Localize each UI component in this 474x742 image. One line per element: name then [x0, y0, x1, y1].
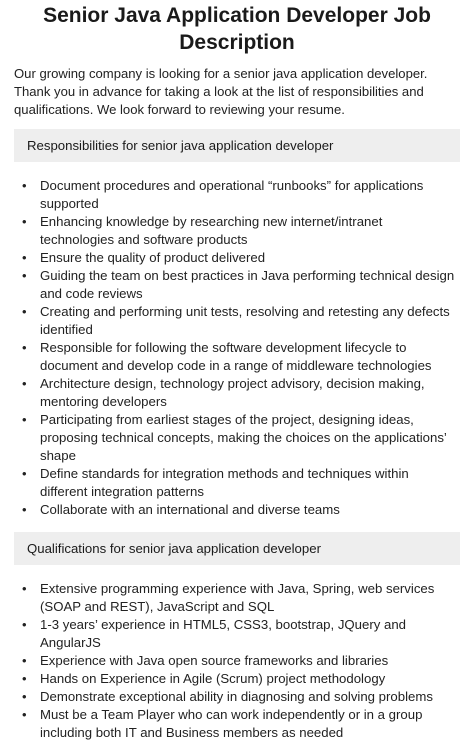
qualifications-heading-label: Qualifications for senior java application developer [27, 541, 321, 556]
page-title: Senior Java Application Developer Job Description [43, 4, 431, 54]
bullet-icon: • [22, 502, 27, 517]
bullet-icon: • [22, 707, 27, 722]
list-item: • Document procedures and operational “runbooks” for applications supported [22, 178, 424, 211]
list-item: • Creating and performing unit tests, resolving and retesting any defects identified [22, 304, 450, 337]
list-item: • Participating from earliest stages of the project, designing ideas, proposing technical concepts, making the choices on the applications’ shape [22, 412, 447, 463]
list-item: • Extensive programming experience with Java, Spring, web services (SOAP and REST), JavaScript and SQL [22, 581, 435, 614]
list-item: • Ensure the quality of product delivered [22, 250, 266, 265]
bullet-icon: • [22, 412, 27, 427]
list-item: • Must be a Team Player who can work independently or in a group including both IT and Business members as needed [22, 707, 423, 740]
bullet-icon: • [22, 671, 27, 686]
list-item: • Define standards for integration methods and techniques within different integration patterns [22, 466, 409, 499]
bullet-icon: • [22, 376, 27, 391]
bullet-icon: • [22, 689, 27, 704]
list-item: • Collaborate with an international and diverse teams [22, 502, 340, 517]
bullet-icon: • [22, 214, 27, 229]
bullet-icon: • [22, 617, 27, 632]
bullet-icon: • [22, 581, 27, 596]
responsibilities-heading-label: Responsibilities for senior java application developer [27, 138, 334, 153]
responsibilities-heading [14, 129, 460, 162]
list-item: • Architecture design, technology project advisory, decision making, mentoring developers [22, 376, 425, 409]
list-item: • Experience with Java open source frameworks and libraries [22, 653, 389, 668]
list-item: • Demonstrate exceptional ability in diagnosing and solving problems [22, 689, 433, 704]
bullet-icon: • [22, 340, 27, 355]
bullet-icon: • [22, 653, 27, 668]
qualifications-list [14, 580, 460, 742]
intro-paragraph: Our growing company is looking for a senior java application developer. Thank you in advance for taking a look at the list of responsibilities and qualifications. We look forward to reviewing your resume. [14, 66, 428, 117]
list-item: • Guiding the team on best practices in Java performing technical design and code reviews [22, 268, 455, 301]
list-item: • Responsible for following the software development lifecycle to document and develop code in a range of middleware technologies [22, 340, 432, 373]
list-item: • Enhancing knowledge by researching new internet/intranet technologies and software products [22, 214, 383, 247]
list-item: • Hands on Experience in Agile (Scrum) project methodology [22, 671, 386, 686]
bullet-icon: • [22, 268, 27, 283]
responsibilities-list [14, 177, 460, 519]
bullet-icon: • [22, 304, 27, 319]
qualifications-heading [14, 532, 460, 565]
bullet-icon: • [22, 466, 27, 481]
list-item: • 1-3 years’ experience in HTML5, CSS3, bootstrap, JQuery and AngularJS [22, 617, 407, 650]
bullet-icon: • [22, 250, 27, 265]
bullet-icon: • [22, 178, 27, 193]
